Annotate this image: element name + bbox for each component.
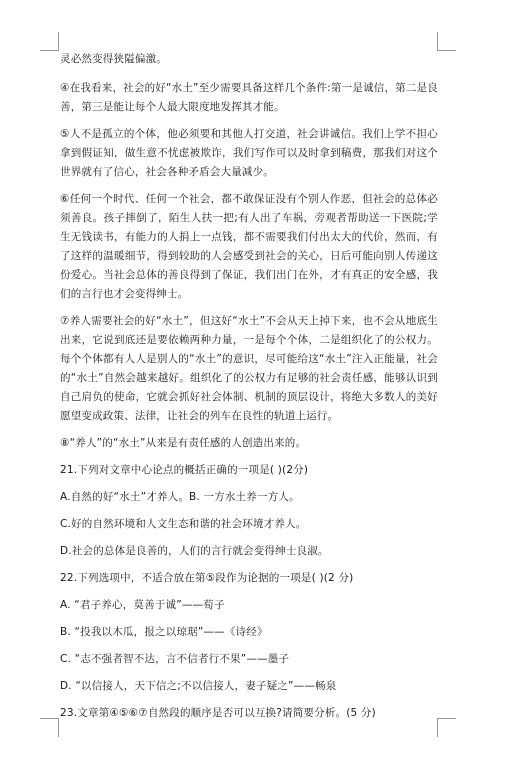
question-22: 22.下列选项中，不适合放在第⑤段作为论据的一项是( )(2 分)	[60, 572, 354, 584]
question-22-option-c: C. “志不强者智不达，言不信者行不果”——墨子	[60, 653, 290, 665]
question-21-option-c: C.好的自然环境和人文生态和谐的社会环境才养人。	[60, 518, 307, 530]
document-body	[60, 50, 438, 731]
question-21: 21.下列对文章中心论点的概括正确的一项是( )(2分)	[60, 464, 309, 476]
crop-mark-top-left	[40, 32, 59, 51]
question-22-option-d: D. “以信接人，天下信之;不以信接人，妻子疑之”——畅泉	[60, 680, 337, 692]
paragraph-8: ⑧“养人”的“水土”从来是有责任感的人创造出来的。	[60, 437, 307, 449]
question-22-option-b: B. “投我以木瓜，报之以琼琚”——《诗经》	[60, 626, 268, 638]
paragraph-continued: 灵必然变得狭隘偏激。	[60, 53, 167, 65]
question-23: 23.文章第④⑤⑥⑦自然段的顺序是否可以互换?请简要分析。(5 分)	[60, 707, 376, 719]
paragraph-6: ⑥任何一个时代、任何一个社会，都不敢保证没有个别人作恶，但社会的总体必须善良。孩子摔倒了，陌生人扶一把;有人出了车祸，旁观者帮助送一下医院;学生无钱读书，有能力的人捐上一点钱，都不需要我们付出太大的代价，然而，有了这样的温暖细节，得到较助的人会感受到社会的关心，日后可能向别人传递这份爱心。当社会总体的善良得到了保证，我们出门在外，才有真正的安全感，我们的言行也才会变得绅士。	[60, 193, 438, 300]
question-21-option-d: D.社会的总体是良善的，人们的言行就会变得绅士良淑。	[60, 545, 329, 557]
paragraph-5: ⑤人不是孤立的个体，他必须要和其他人打交道，社会讲诚信。我们上学不担心拿到假证知，做生意不忧虑被欺诈，我们写作可以及时拿到稿费，那我们对这个世界就有了信心，社会各种矛盾会大量减少。	[60, 128, 438, 178]
crop-mark-top-right	[437, 32, 456, 51]
question-22-option-a: A. “君子养心，莫善于诚”——荀子	[60, 599, 225, 611]
crop-mark-bottom-left	[40, 718, 59, 737]
paragraph-4: ④在我看来，社会的好“水土”至少需要具备这样几个条件:第一是诚信，第二是良善，第三是能让每个人最大限度地发挥其才能。	[60, 82, 438, 113]
question-21-options-ab: A.自然的好“水土”才养人。B. 一方水土养一方人。	[60, 491, 300, 503]
crop-mark-bottom-right	[437, 718, 456, 737]
paragraph-7: ⑦养人需要社会的好“水土”，但这好“水土”不会从天上掉下来，也不会从地底生出来，它说到底还是要依赖两种力量，一是每个个体，二是组织化了的公权力。每个个体都有人人是别人的“水土”的意识，尽可能给这“水土”注入正能量，社会的“水土”自然会越来越好。组织化了的公权力有足够的社会责任感，能够认识到自己肩负的使命，它就会抓好社会体制、机制的顶层设计，将绝大多数人的美好愿望变成政策、法律，让社会的列车在良性的轨道上运行。	[60, 315, 438, 422]
